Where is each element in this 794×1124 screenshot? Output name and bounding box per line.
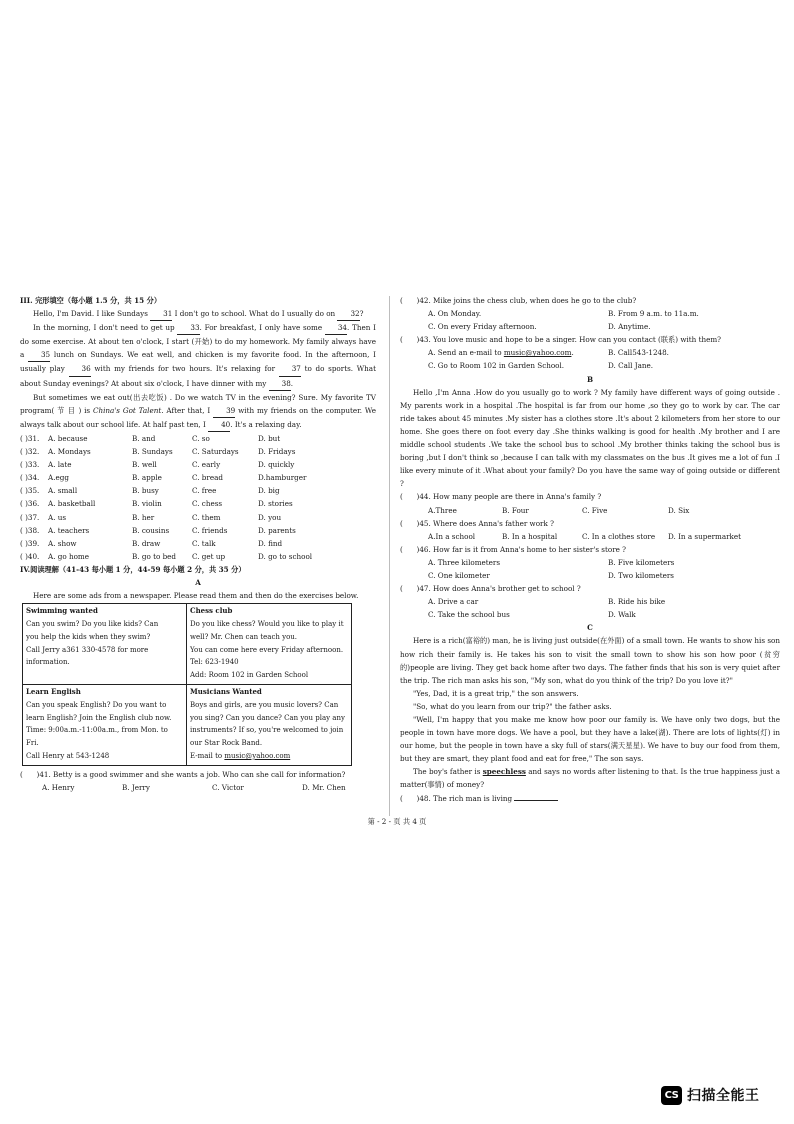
camscanner-logo-icon: CS	[661, 1086, 682, 1105]
question-45-options: A.In a school B. In a hospital C. In a clothes store D. In a supermarket	[428, 531, 742, 541]
option-b: B. go to bed	[132, 551, 177, 561]
option-a: A. teachers	[48, 525, 90, 535]
ads-intro: Here are some ads from a newspaper. Please read them and then do the exercises below.	[32, 591, 359, 601]
passage-c-label: C	[587, 623, 593, 633]
camscanner-brand-text: 扫描全能王	[687, 1088, 760, 1104]
answer-bracket: (	[20, 512, 26, 522]
passage-c-paragraph-3: "So, what do you learn from our trip?" the father asks.	[412, 701, 612, 711]
passage-c-paragraph-2: "Yes, Dad, it is a great trip," the son answers.	[412, 688, 579, 698]
option-email: music@yahoo.com	[503, 348, 572, 358]
left-column	[20, 294, 376, 794]
question-number: )36.	[25, 499, 40, 509]
answer-bracket: (	[20, 525, 26, 535]
question-number: )38.	[25, 525, 40, 535]
option-c: C. free	[192, 486, 217, 496]
passage-b-label: B	[586, 374, 594, 384]
answer-bracket: (	[20, 447, 26, 457]
question-47-options: A. Drive a car B. Ride his bike C. Take the school bus D. Walk	[428, 597, 666, 620]
cloze-question-row	[20, 484, 376, 497]
cloze-question-row	[20, 445, 376, 458]
cloze-question-row	[20, 458, 376, 471]
option-d: D. you	[258, 512, 282, 522]
speechless-word: speechless	[482, 767, 526, 777]
option-b: B. cousins	[132, 525, 170, 535]
question-44-stem: ( )44. How many people are there in Anna's family ?	[400, 492, 602, 502]
question-number: )34.	[25, 473, 40, 483]
passage-c-paragraph-5: The boy's father is speechless and says no words after listening to that. Is the true happiness just a matter(事情) of money?	[400, 767, 780, 790]
option-a: A. show	[48, 538, 77, 548]
ad-music-title: Musicians Wanted	[190, 686, 262, 696]
ad-chess: Chess club Do you like chess? Would you like to play it well? Mr. Chen can teach you. You can come here every Friday afternoon. Tel: 623-1940 Add: Room 102 in Garden School	[187, 604, 351, 685]
question-42-stem: ( )42. Mike joins the chess club, when does he go to the club?	[400, 296, 637, 305]
cloze-question-row	[20, 511, 376, 524]
option-a: A. late	[48, 460, 72, 470]
option-d: D.hamburger	[258, 473, 307, 483]
option-c: C. talk	[192, 538, 216, 548]
option-d: D. quickly	[258, 460, 295, 470]
question-number: )33.	[25, 460, 40, 470]
cloze-paragraph-3: But sometimes we eat out(出去吃饭) . Do we watch TV in the evening? Sure. My favorite TV program( 节 目 ) is China's Got Talent. After that, I 39 with my friends on the computer. We always talk about our school life. At half past ten, I 40. It's a relaxing day.	[20, 391, 376, 432]
option-d: D. but	[258, 433, 281, 443]
question-41-options: A. Henry B. Jerry C. Victor D. Mr. Chen	[42, 782, 346, 792]
passage-a-label: A	[195, 577, 201, 587]
answer-bracket: (	[20, 499, 26, 509]
passage-b-text: Hello ,I'm Anna .How do you usually go to work ? My family have different ways of going outside . My parents work in a hospital .The hospital is far from our home ,so they go to work by car. The car ride takes about 45 minutes .My sister has a clothes store .It's about 2 kilometers from her store to our home. She goes there on foot every day .She thinks walking is good for health .My brother and I are middle school students .We take the school bus to school .My brother thinks taking the school bus is boring ,but I don't think so ,because I can talk with my classmates on the bus .It gives me a lot of fun .I like every minute of it .What about your family? Do you have the same way of going outside or different ?	[400, 387, 780, 489]
option-a: A. basketball	[48, 499, 96, 509]
option-c: C. friends	[192, 525, 228, 535]
blank-37: 37	[279, 362, 301, 376]
option-d: D. parents	[258, 525, 296, 535]
question-number: )37.	[25, 512, 40, 522]
ad-swimming-title: Swimming wanted	[26, 606, 98, 616]
blank-36: 36	[69, 362, 91, 376]
ads-table	[22, 603, 352, 766]
option-b: B. busy	[132, 486, 159, 496]
answer-bracket: (	[20, 473, 26, 483]
option-a: A. Mondays	[48, 447, 91, 457]
answer-bracket: (	[20, 551, 26, 561]
option-a: A.egg	[48, 473, 69, 483]
question-47-stem: ( )47. How does Anna's brother get to school ?	[400, 584, 581, 594]
question-46-stem: ( )46. How far is it from Anna's home to her sister's store ?	[400, 544, 627, 554]
question-43-options: A. Send an e-mail to music@yahoo.com. B. Call543-1248. C. Go to Room 102 in Garden School. D. Call Jane.	[428, 348, 669, 371]
option-c: C. them	[192, 512, 221, 522]
answer-bracket: (	[20, 460, 26, 470]
passage-c-paragraph-1: Here is a rich(富裕的) man, he is living just outside(在外面) of a small town. He wants to show his son how rich their family is. He takes his son to visit the small town to show his son how poor (贫穷的)people are living. They get back home after two days. The father finds that his son is very quiet after the trip. The rich man asks his son, "My son, what do you think of the trip? Do you love it?"	[400, 636, 780, 685]
blank-34: 34	[325, 321, 347, 335]
option-d: D. big	[258, 486, 280, 496]
option-a: A. because	[48, 433, 88, 443]
cloze-question-row	[20, 432, 376, 445]
option-d: D. go to school	[258, 551, 313, 561]
question-44-options: A.Three B. Four C. Five D. Six	[428, 505, 690, 515]
ad-music: Musicians Wanted Boys and girls, are you music lovers? Can you sing? Can you dance? Can you play any instruments? If so, you're welcomed to join our Star Rock Band. E-mail to music@yahoo.com	[187, 685, 351, 765]
blank-39: 39	[213, 404, 235, 418]
blank-48	[514, 800, 558, 801]
question-number: )32.	[25, 447, 40, 457]
section-3-title: III. 完形填空（每小题 1.5 分，共 15 分）	[20, 296, 162, 305]
right-column	[400, 294, 780, 805]
ad-swimming: Swimming wanted Can you swim? Do you like kids? Can you help the kids when they swim? Call Jerry a361 330-4578 for more information.	[23, 604, 187, 685]
music-email-link: music@yahoo.com	[224, 751, 291, 760]
cloze-paragraph-2: In the morning, I don't need to get up 33. For breakfast, I only have some 34. Then I do some exercise. At about ten o'clock, I start (开始) to do my homework. My family always have a 35 lunch on Sundays. We eat well, and chicken is my favorite food. In the afternoon, I usually play 36 with my friends for two hours. It's relaxing for 37 to do sports. What about Sunday evenings? At about six o'clock, I have dinner with my 38.	[20, 321, 376, 390]
column-divider	[389, 296, 390, 816]
cloze-question-row	[20, 524, 376, 537]
answer-bracket: (	[20, 538, 26, 548]
tv-program-title: China's Got Talent	[92, 405, 162, 415]
option-c: C. bread	[192, 473, 223, 483]
scanner-watermark	[661, 1085, 760, 1105]
option-b: B. draw	[132, 538, 161, 548]
option-b: B. her	[132, 512, 155, 522]
ad-english-title: Learn English	[26, 686, 81, 696]
option-a: A. us	[48, 512, 67, 522]
blank-35: 35	[28, 348, 50, 362]
cloze-question-row	[20, 550, 376, 563]
question-number: )35.	[25, 486, 40, 496]
cloze-question-row	[20, 497, 376, 510]
cloze-question-row	[20, 537, 376, 550]
option-c: C. get up	[192, 551, 226, 561]
option-d: D. Fridays	[258, 447, 296, 457]
ad-chess-title: Chess club	[190, 606, 233, 616]
option-c: C. Saturdays	[192, 447, 239, 457]
option-a: A. small	[48, 486, 78, 496]
option-a: A. go home	[48, 551, 89, 561]
page-footer: 第 - 2 - 页 共 4 页	[367, 817, 427, 826]
cloze-question-list	[20, 432, 376, 563]
option-b: B. Sundays	[132, 447, 173, 457]
question-43-stem: ( )43. You love music and hope to be a singer. How can you contact (联系) with them?	[400, 335, 722, 345]
blank-38: 38	[269, 377, 291, 391]
question-41-stem: ( )41. Betty is a good swimmer and she wants a job. Who can she call for information?	[20, 769, 346, 779]
blank-32: 32	[337, 307, 359, 321]
option-d: D. find	[258, 538, 283, 548]
passage-c-paragraph-4: "Well, I'm happy that you make me know how poor our family is. We have only two dogs, but the people in town have more dogs. We have a pool, but they have a lake(湖). There are lots of lights(灯) in our home, but the people in town have a sky full of stars(满天星星). We have to buy our food from them, but they are smart, they plant food and eat for free," The son says.	[400, 715, 780, 764]
option-c: C. so	[192, 433, 210, 443]
blank-33: 33	[177, 321, 199, 335]
cloze-paragraph-1: Hello, I'm David. I like Sundays 31 I don't go to school. What do I usually do on 32?	[20, 307, 376, 321]
answer-bracket: (	[20, 433, 26, 443]
question-number: )39.	[25, 538, 40, 548]
cloze-question-row	[20, 471, 376, 484]
answer-bracket: (	[20, 486, 26, 496]
option-b: B. violin	[132, 499, 162, 509]
option-b: B. well	[132, 460, 157, 470]
section-4-title: IV.阅读理解（41-43 每小题 1 分，44-59 每小题 2 分，共 35 分）	[20, 564, 246, 574]
question-45-stem: ( )45. Where does Anna's father work ?	[400, 518, 554, 528]
option-d: D. stories	[258, 499, 293, 509]
blank-40: 40	[208, 418, 230, 432]
ad-english: Learn English Can you speak English? Do you want to learn English? Join the English club now. Time: 9:00a.m.-11:00a.m., from Mon. to Fri. Call Henry at 543-1248	[23, 685, 187, 765]
question-48-stem: ( )48. The rich man is living	[400, 792, 780, 805]
option-b: B. and	[132, 433, 156, 443]
option-c: C. chess	[192, 499, 223, 509]
question-46-options: A. Three kilometers B. Five kilometers C. One kilometer D. Two kilometers	[428, 557, 675, 580]
option-c: C. early	[192, 460, 221, 470]
option-b: B. apple	[132, 473, 162, 483]
question-42-options: A. On Monday. B. From 9 a.m. to 11a.m. C. On every Friday afternoon. D. Anytime.	[428, 309, 699, 332]
blank-31: 31	[150, 307, 172, 321]
question-number: )31.	[25, 433, 40, 443]
question-number: )40.	[25, 551, 40, 561]
